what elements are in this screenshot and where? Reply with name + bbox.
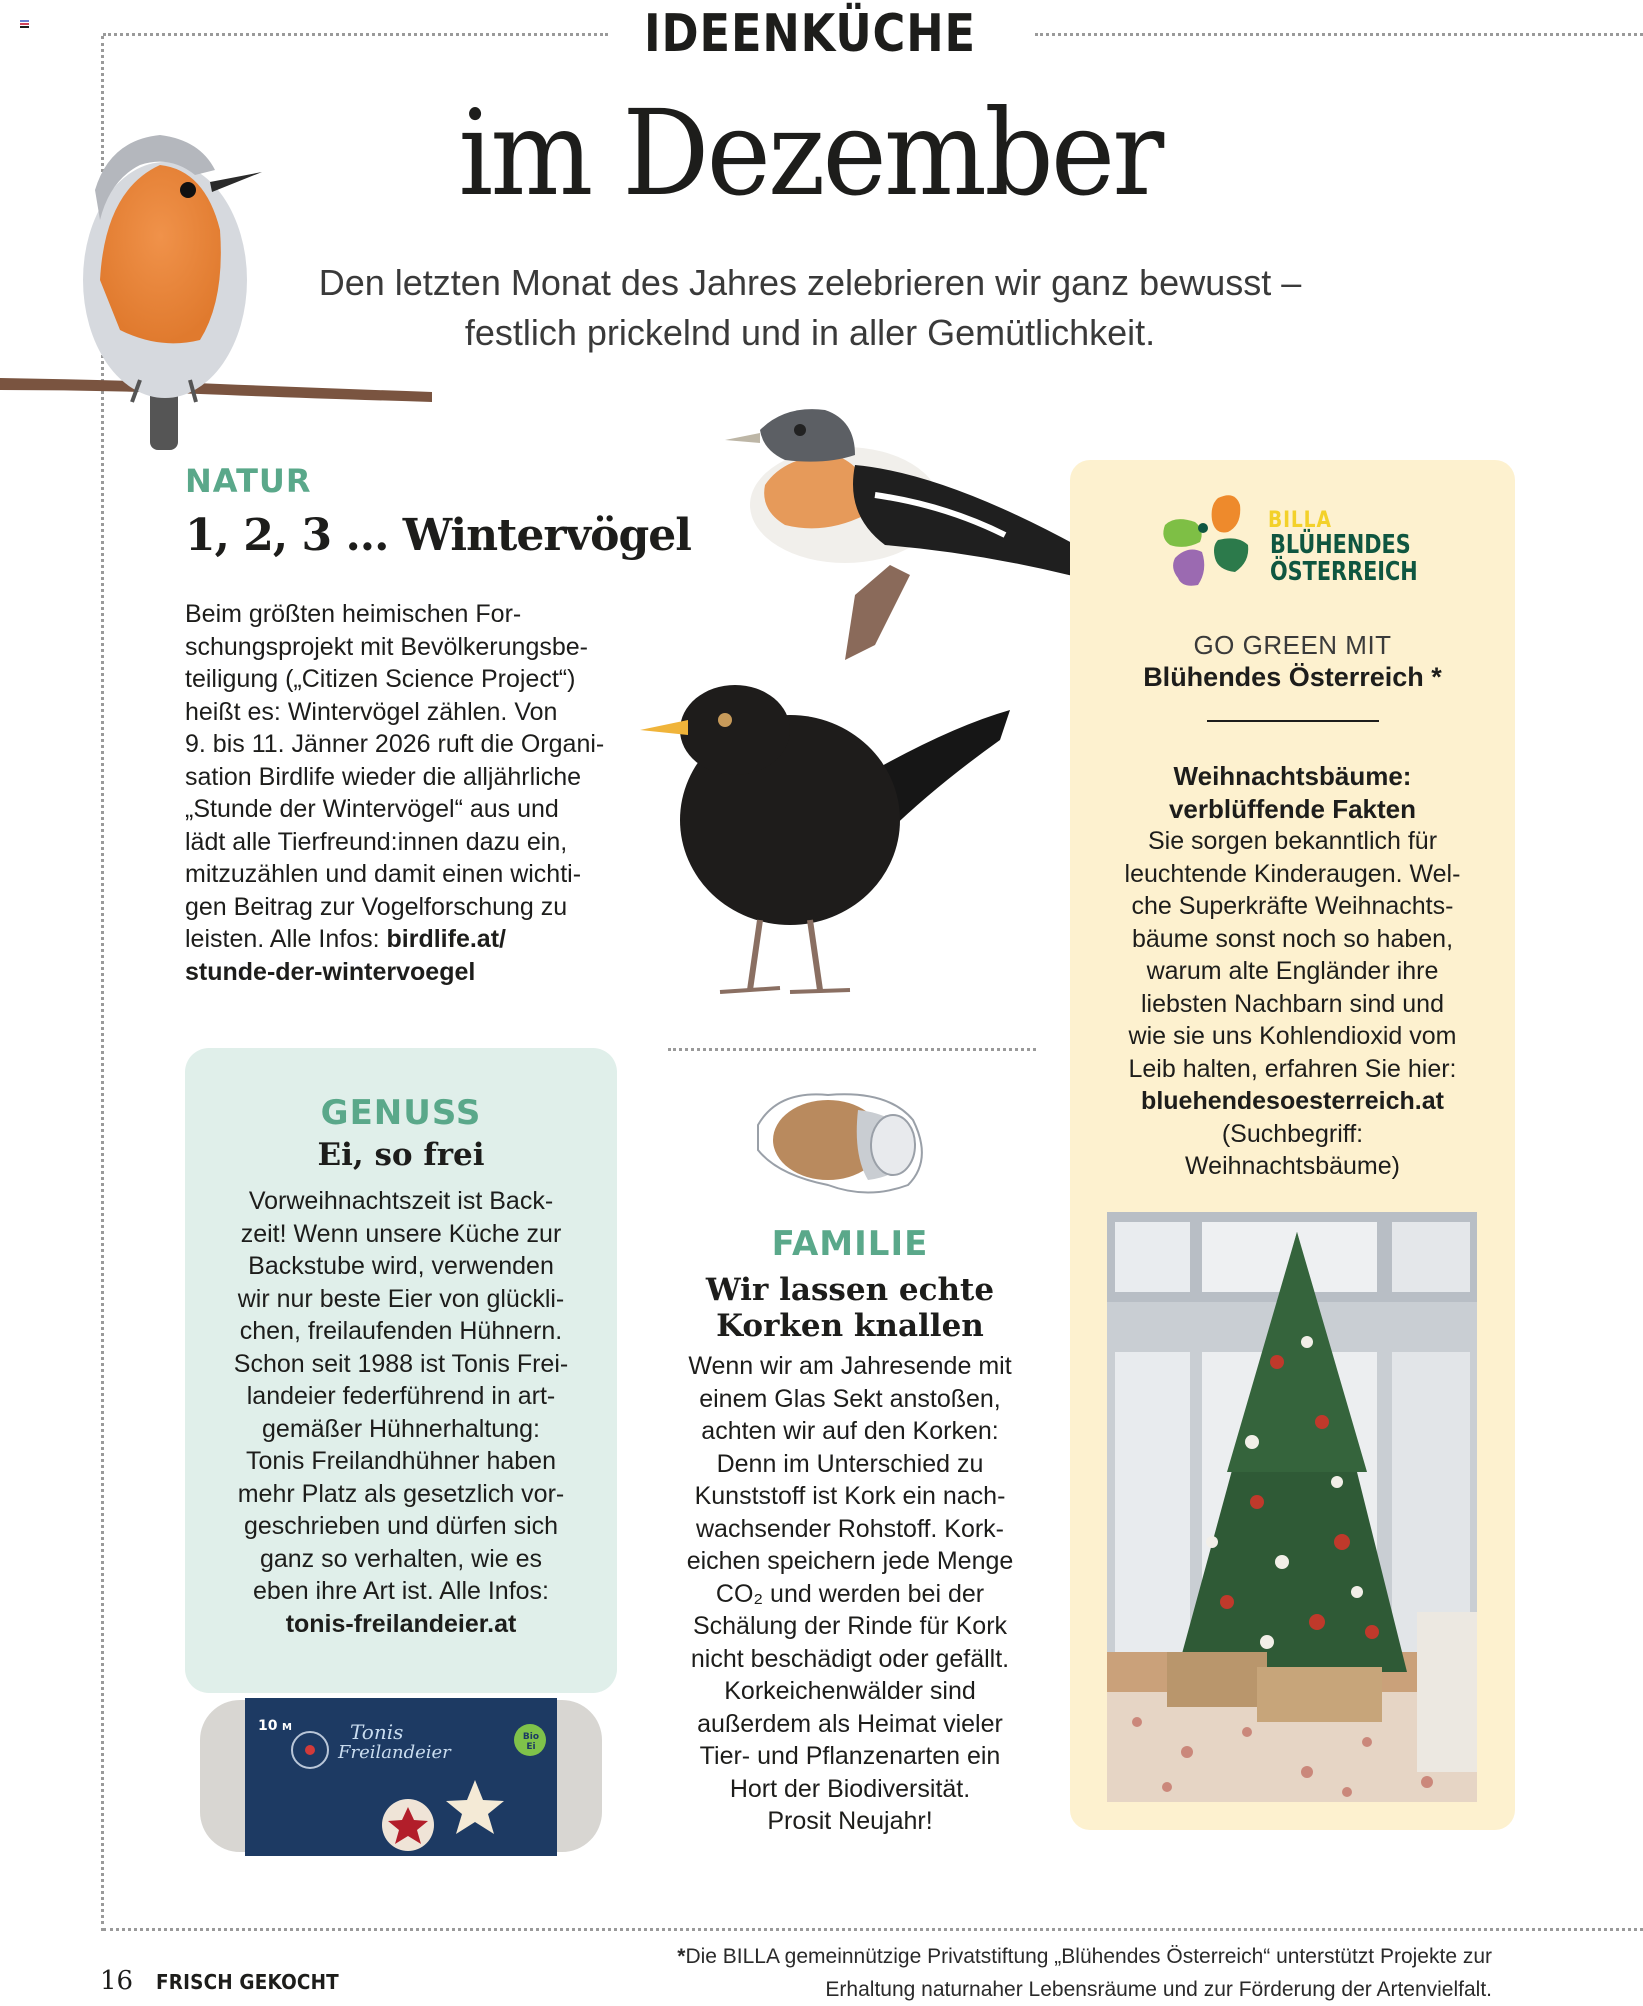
birdlife-link-cont[interactable]: stunde-der-wintervoegel [185, 957, 476, 986]
facts-line: che Superkräfte Weihnachts- [1131, 892, 1454, 920]
familie-line: außerdem als Heimat vieler [697, 1709, 1003, 1738]
familie-line: einem Glas Sekt anstoßen, [699, 1384, 1001, 1413]
genuss-line [205, 1608, 597, 1641]
genuss-line: eben ihre Art ist. Alle Infos: [253, 1577, 549, 1605]
facts-body [1085, 825, 1500, 1183]
dotted-frame-bottom [103, 1928, 1643, 1931]
section-kicker: IDEENKÜCHE [644, 4, 976, 64]
genuss-line: gemäßer Hühnerhaltung: [262, 1414, 540, 1443]
go-green-label: GO GREEN MIT [1193, 630, 1392, 660]
facts-line: Leib halten, erfahren Sie hier: [1128, 1054, 1457, 1083]
facts-line: warum alte Engländer ihre [1146, 957, 1439, 985]
genuss-line: zeit! Wenn unsere Küche zur [240, 1219, 562, 1248]
facts-headline [1070, 760, 1515, 825]
genuss-line: Tonis Freilandhühner haben [246, 1447, 556, 1475]
dotted-frame-top-left [103, 33, 608, 36]
egg-carton-image [200, 1690, 602, 1862]
bluehendes-link[interactable]: bluehendesoesterreich.at [1141, 1087, 1444, 1115]
footnote-line-1 [540, 1940, 1492, 1973]
natur-line: „Stunde der Wintervögel“ aus und [185, 795, 559, 823]
natur-line: mitzuzählen und damit einen wichti- [185, 860, 582, 888]
facts-line: (Suchbegriff: [1221, 1119, 1364, 1148]
birdlife-link[interactable]: birdlife.at/ [386, 925, 506, 953]
familie-headline [660, 1272, 1040, 1344]
natur-line [185, 956, 635, 989]
page-number: 16 [100, 1966, 134, 1996]
familie-line: Kunststoff ist Kork ein nach- [694, 1482, 1006, 1510]
facts-headline-line-1: Weihnachtsbäume: [1173, 761, 1412, 791]
genuss-headline: Ei, so frei [317, 1137, 485, 1173]
natur-line-prefix: leisten. Alle Infos: [185, 925, 387, 953]
genuss-line: ganz so verhalten, wie es [259, 1544, 543, 1573]
genuss-line: Schon seit 1988 ist Tonis Frei- [233, 1349, 569, 1378]
carton-badge: Bio Ei [522, 1732, 540, 1752]
facts-line [1085, 1085, 1500, 1118]
robin-illustration [0, 80, 440, 460]
natur-line: sation Birdlife wieder die alljährliche [185, 762, 582, 791]
familie-line: nicht beschädigt oder gefällt. [690, 1644, 1010, 1673]
natur-headline: 1, 2, 3 ... Wintervögel [185, 510, 691, 561]
natur-line: lädt alle Tierfreund:innen dazu ein, [185, 827, 568, 856]
familie-headline-line-1: Wir lassen echte [705, 1272, 995, 1308]
carton-brand-2: Freilandeier [338, 1742, 451, 1763]
bluehendes-logo-text [1270, 532, 1418, 586]
champagne-cork-image [738, 1075, 948, 1205]
page-title: im Dezember [458, 84, 1162, 222]
genuss-line: landeier federführend in art- [246, 1382, 556, 1410]
facts-line: Weihnachtsbäume) [1185, 1152, 1400, 1180]
carton-count: 10 [258, 1718, 278, 1734]
familie-line: Tier- und Pflanzenarten ein [699, 1742, 1001, 1770]
familie-line: eichen speichern jede Menge [686, 1547, 1014, 1575]
genuss-line: Backstube wird, verwenden [248, 1252, 554, 1280]
corner-mark-icon [20, 20, 29, 29]
facts-headline-line-2: verblüffende Fakten [1168, 793, 1417, 824]
genuss-line: chen, freilaufenden Hühnern. [239, 1317, 563, 1345]
footnote-star: * [677, 1945, 686, 1968]
familie-line: Hort der Biodiversität. [729, 1774, 971, 1803]
natur-category: NATUR [185, 462, 312, 500]
facts-line: leuchtende Kinderaugen. Wel- [1124, 859, 1461, 888]
christmas-tree-photo [1107, 1212, 1477, 1802]
facts-line: bäume sonst noch so haben, [1131, 924, 1454, 953]
intro-line-1: Den letzten Monat des Jahres zelebrieren wir ganz bewusst – [318, 262, 1302, 303]
familie-line: Korkeichenwälder sind [724, 1677, 976, 1705]
genuss-line: mehr Platz als gesetzlich vor- [237, 1479, 565, 1508]
facts-line: liebsten Nachbarn sind und [1141, 989, 1444, 1018]
natur-body [185, 598, 635, 988]
footnote-line-2: Erhaltung naturnaher Lebensräume und zur Förderung der Artenvielfalt. [825, 1978, 1492, 2001]
familie-line: achten wir auf den Korken: [701, 1417, 999, 1445]
billa-logo-text: BILLA [1268, 508, 1332, 533]
familie-headline-line-2: Korken knallen [716, 1308, 984, 1344]
logo-line-2: ÖSTERREICH [1270, 557, 1418, 587]
familie-category: FAMILIE [771, 1224, 929, 1264]
familie-line: Wenn wir am Jahresende mit [688, 1352, 1012, 1380]
footnote-text-1: Die BILLA gemeinnützige Privatstiftung „Blühendes Österreich“ unterstützt Projekte zur [685, 1945, 1492, 1968]
familie-line: CO₂ und werden bei der [715, 1579, 985, 1608]
carton-size: M [282, 1722, 292, 1733]
natur-line: heißt es: Wintervögel zählen. Von [185, 697, 558, 726]
facts-line: Sie sorgen bekanntlich für [1147, 827, 1438, 855]
footnote [540, 1940, 1492, 2006]
genuss-line: Vorweihnachtszeit ist Back- [248, 1187, 554, 1215]
facts-line: wie sie uns Kohlendioxid vom [1128, 1022, 1457, 1050]
genuss-body [205, 1185, 597, 1640]
go-green-subtitle: Blühendes Österreich * [1143, 662, 1442, 692]
familie-line: Schälung der Rinde für Kork [692, 1612, 1008, 1640]
familie-line: Denn im Unterschied zu [716, 1449, 984, 1478]
dotted-divider [668, 1048, 1036, 1051]
dotted-frame-top-right [1035, 33, 1643, 36]
natur-line: schungsprojekt mit Bevölkerungsbe- [185, 632, 588, 661]
genuss-line: geschrieben und dürfen sich [243, 1512, 559, 1540]
divider-line [1207, 720, 1379, 722]
magazine-name: FRISCH GEKOCHT [156, 1970, 339, 1994]
genuss-category: GENUSS [320, 1093, 482, 1133]
natur-line: Beim größten heimischen For- [185, 600, 522, 628]
logo-line-1: BLÜHENDES [1270, 530, 1411, 560]
natur-line: teiligung („Citizen Science Project“) [185, 665, 576, 693]
familie-body [660, 1350, 1040, 1838]
tonis-link[interactable]: tonis-freilandeier.at [285, 1609, 517, 1638]
flower-logo-icon [1160, 490, 1270, 590]
familie-line: wachsender Rohstoff. Kork- [695, 1514, 1005, 1543]
carton-brand-1: Tonis [350, 1720, 404, 1744]
intro-line-2: festlich prickelnd und in aller Gemütlichkeit. [464, 312, 1156, 353]
natur-line: gen Beitrag zur Vogelforschung zu [185, 892, 568, 921]
genuss-line: wir nur beste Eier von glückli- [237, 1284, 565, 1313]
blackbird-illustration [640, 620, 1020, 1005]
natur-line [185, 923, 635, 956]
familie-line: Prosit Neujahr! [767, 1807, 933, 1835]
natur-line: 9. bis 11. Jänner 2026 ruft die Organi- [185, 730, 605, 758]
